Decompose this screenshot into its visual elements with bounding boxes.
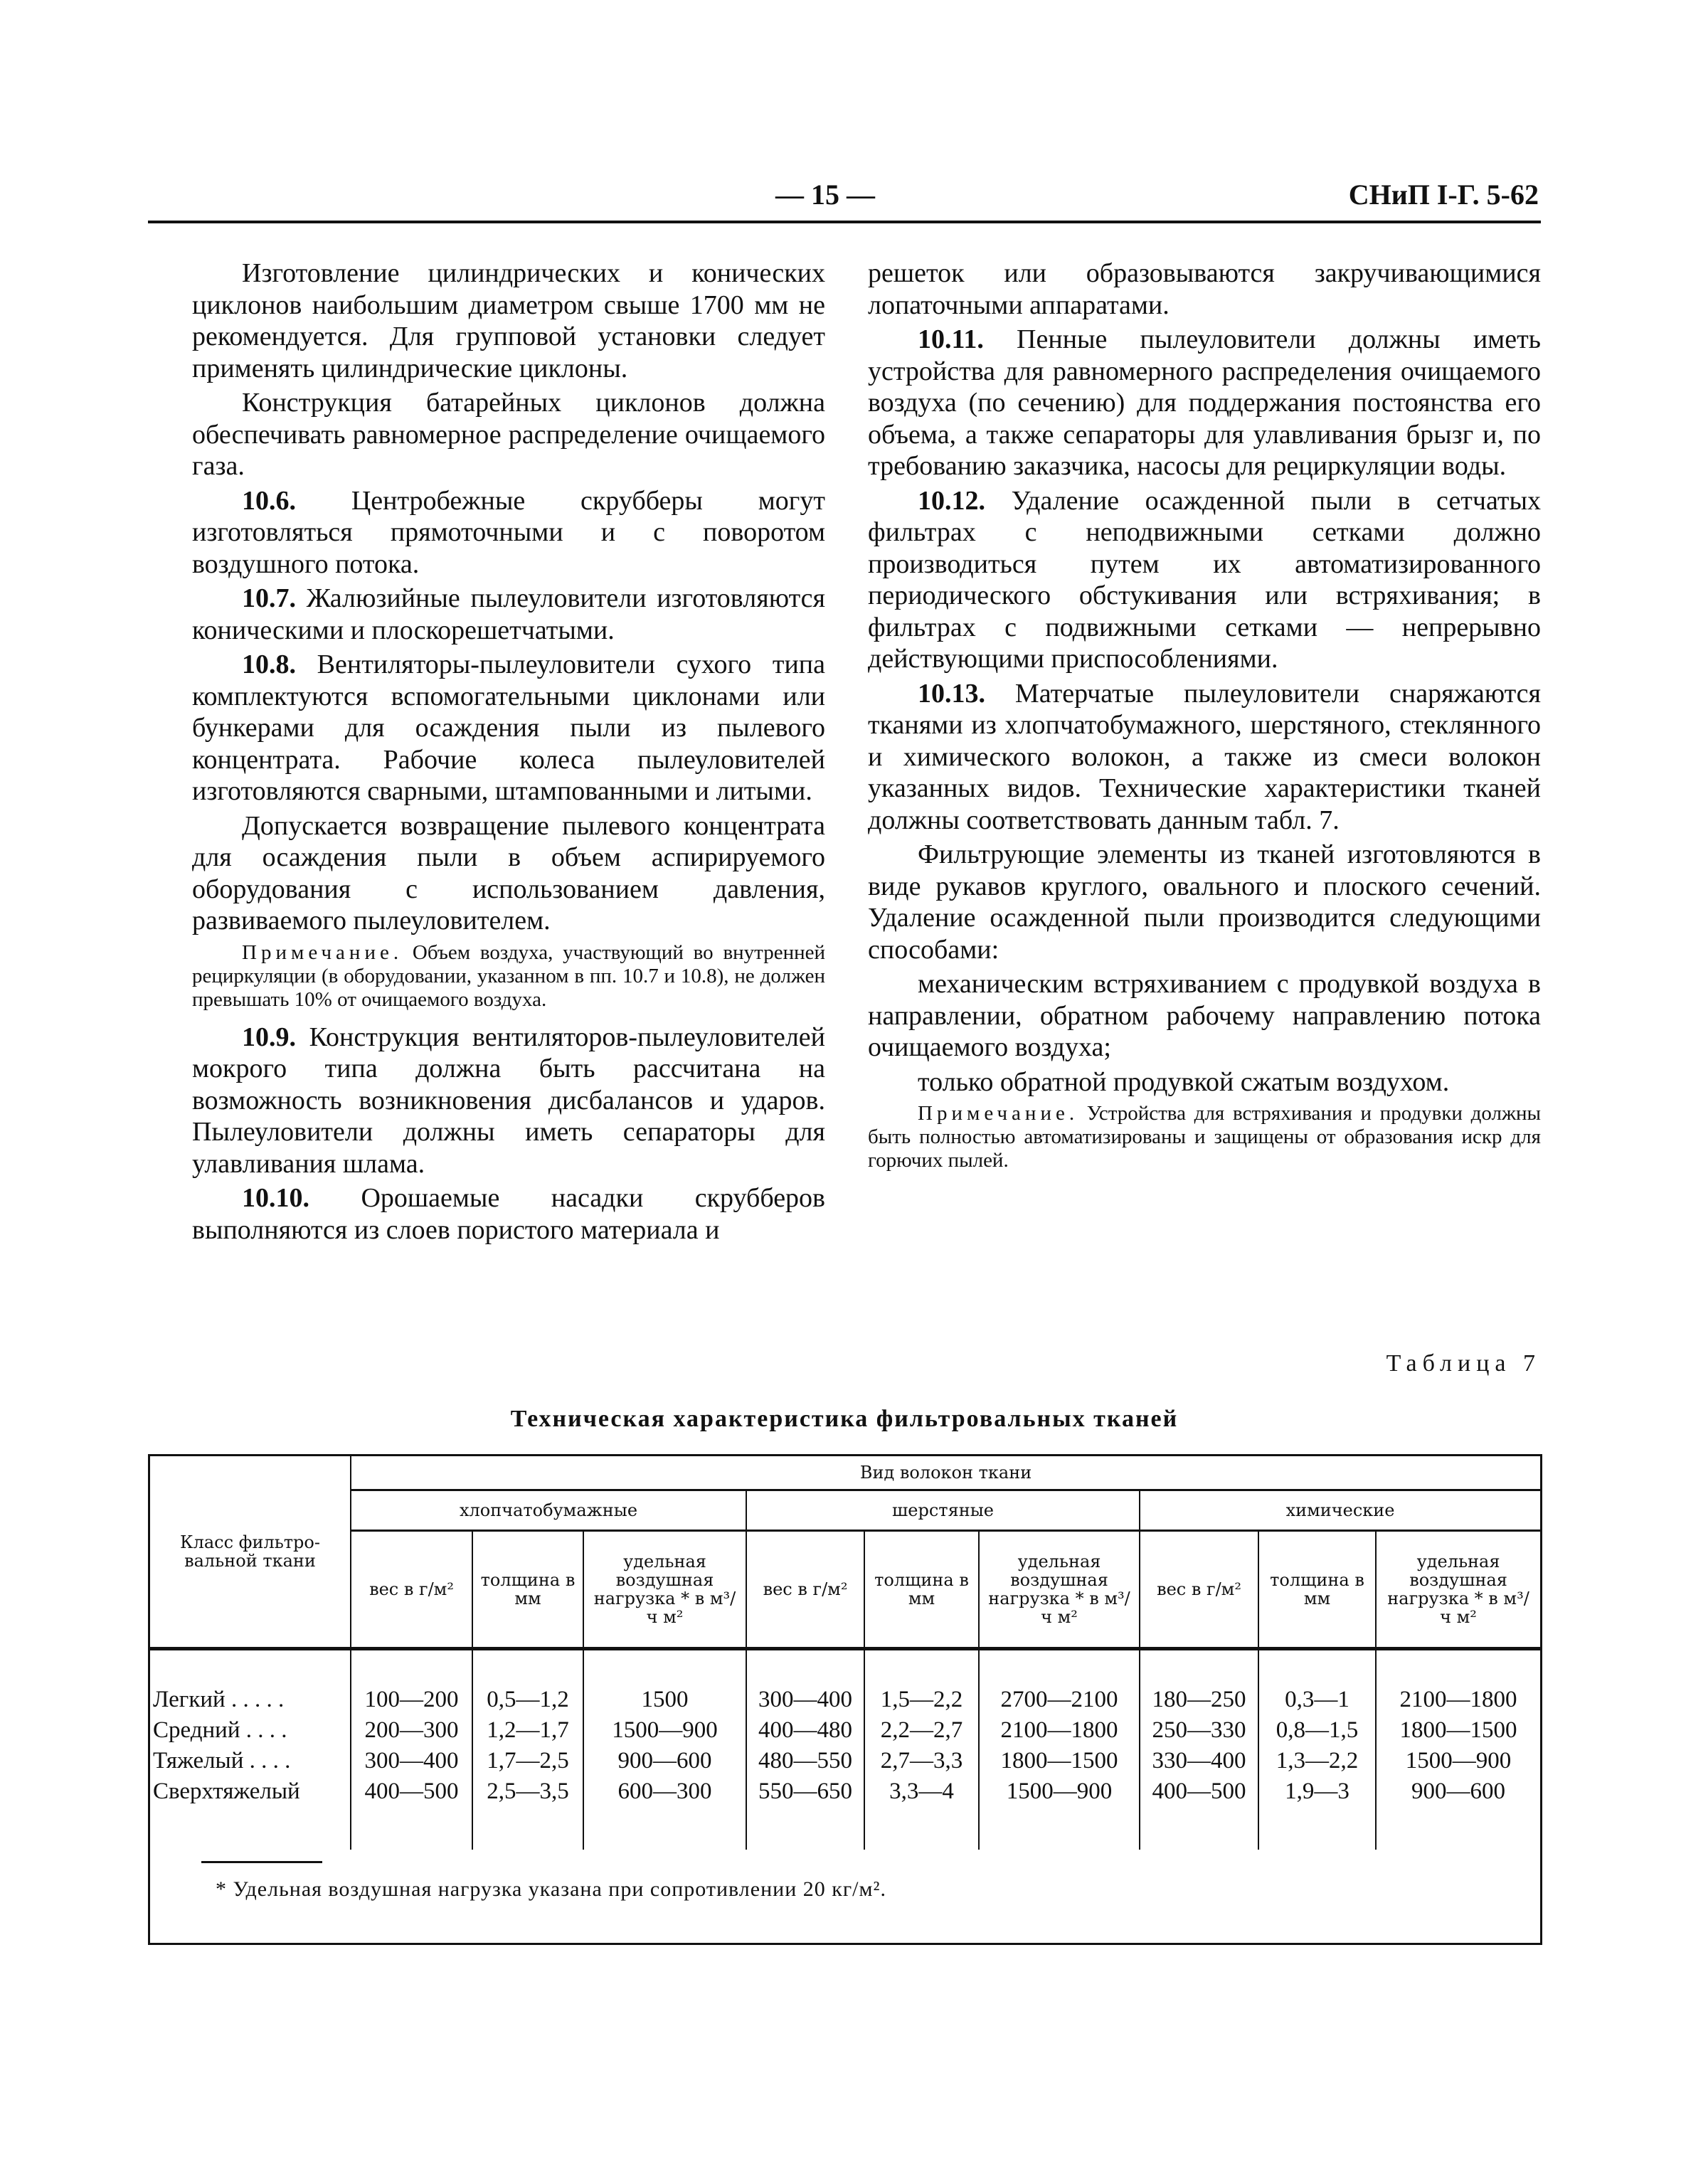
clause-number: 10.10. xyxy=(242,1183,309,1213)
row-label: Сверхтяжелый xyxy=(153,1779,300,1804)
table-cell: 1800—1500 xyxy=(979,1746,1140,1776)
fiber-type-header: Вид волокон ткани xyxy=(351,1456,1540,1490)
note-text: Объем воздуха, участвующий во внутренней рециркуляции (в оборудовании, указанном в пп. 10.7 и 10.8), не должен превышать 10% от очищаемого воздуха. xyxy=(192,940,826,1011)
spacer xyxy=(150,1807,351,1850)
note-label: Примечание. xyxy=(918,1102,1079,1125)
spacer xyxy=(864,1649,979,1685)
paragraph-text: решеток или образовываются закручивающимися лопаточными аппаратами. xyxy=(868,258,1541,320)
left-column xyxy=(192,258,825,1346)
table-cell: 1500 xyxy=(583,1685,746,1715)
note-text: Устройства для встряхивания и продувки должны быть полностью автоматизированы и защищены от образования искр для горючих пылей. xyxy=(868,1102,1542,1172)
paragraph-text: Изготовление цилиндрических и конических циклонов наибольшим диаметром свыше 1700 мм не рекомендуется. Для групповой установки следует применять цилиндрические циклоны. xyxy=(192,258,825,383)
table-title: Техническая характеристика фильтровальных тканей xyxy=(510,1406,1179,1432)
spacer xyxy=(746,1807,864,1850)
paragraph xyxy=(192,583,825,646)
table-cell: 900—600 xyxy=(1376,1776,1540,1807)
column-header: удельная воздушная нагрузка * в м³/ч м² xyxy=(583,1531,746,1649)
paragraph xyxy=(868,968,1541,1064)
column-header: толщина в мм xyxy=(1258,1531,1376,1649)
table-label: Таблица 7 xyxy=(1386,1350,1541,1377)
spacer xyxy=(1258,1649,1376,1685)
row-label: Легкий . . . . . xyxy=(153,1687,285,1712)
spacer xyxy=(1258,1807,1376,1850)
document-code: СНиП I-Г. 5-62 xyxy=(1348,179,1539,211)
paragraph-text: Конструкция батарейных циклонов должна обеспечивать равномерное распределение очищаемого газа. xyxy=(192,388,825,481)
row-label: Тяжелый . . . . xyxy=(153,1748,291,1774)
paragraph-text: Матерчатые пылеуловители снаряжаются тканями из хлопчатобумажного, шерстяного, стеклянного и химического волокон, а также из смеси волокон указанных видов. Технические характеристики тканей должны соответствовать данным табл. 7. xyxy=(868,678,1542,835)
paragraph xyxy=(192,1182,825,1246)
row-label: Средний . . . . xyxy=(153,1717,287,1743)
table-cell: 550—650 xyxy=(746,1776,864,1807)
text-columns xyxy=(148,258,1541,1346)
page-body xyxy=(148,258,1541,1945)
paragraph xyxy=(192,1022,825,1180)
group-header: хлопчатобумажные xyxy=(351,1490,746,1531)
group-header: шерстяные xyxy=(746,1490,1140,1531)
table-cell: 0,8—1,5 xyxy=(1258,1715,1376,1746)
page-number: — 15 — xyxy=(775,179,875,211)
table-cell: 400—500 xyxy=(351,1776,472,1807)
table-cell: 400—500 xyxy=(1140,1776,1258,1807)
table-cell: 2700—2100 xyxy=(979,1685,1140,1715)
table-row xyxy=(150,1746,1540,1776)
paragraph xyxy=(868,485,1541,675)
column-header: вес в г/м² xyxy=(351,1531,472,1649)
clause-number: 10.12. xyxy=(918,485,985,516)
column-header: удельная воздушная нагрузка * в м³/ч м² xyxy=(979,1531,1140,1649)
clause-number: 10.8. xyxy=(242,650,296,679)
footnote-rule xyxy=(201,1861,322,1863)
table-cell: 1,9—3 xyxy=(1258,1776,1376,1807)
right-column xyxy=(868,258,1541,1346)
table-cell: 2,7—3,3 xyxy=(864,1746,979,1776)
table-cell: 1,5—2,2 xyxy=(864,1685,979,1715)
fabric-table xyxy=(150,1456,1540,1850)
spacer xyxy=(979,1807,1140,1850)
paragraph-text: механическим встряхиванием с продувкой воздуха в направлении, обратном рабочему направлению потока очищаемого воздуха; xyxy=(868,969,1541,1062)
paragraph xyxy=(192,387,825,482)
paragraph xyxy=(868,678,1541,837)
column-header: вес в г/м² xyxy=(746,1531,864,1649)
paragraph xyxy=(868,1066,1541,1098)
note-label: Примечание. xyxy=(242,940,403,964)
table-cell: 1,2—1,7 xyxy=(472,1715,583,1746)
spacer xyxy=(1376,1807,1540,1850)
table-cell: 100—200 xyxy=(351,1685,472,1715)
paragraph xyxy=(192,649,825,807)
spacer xyxy=(1140,1807,1258,1850)
paragraph-text: Жалюзийные пылеуловители изготовляются коническими и плоскорешетчатыми. xyxy=(192,583,825,645)
table-cell: 900—600 xyxy=(583,1746,746,1776)
spacer xyxy=(150,1649,351,1685)
table-row xyxy=(150,1685,1540,1715)
spacer xyxy=(979,1649,1140,1685)
clause-number: 10.13. xyxy=(918,678,985,709)
clause-number: 10.9. xyxy=(242,1022,296,1052)
column-header: толщина в мм xyxy=(864,1531,979,1649)
spacer xyxy=(351,1649,472,1685)
table-cell: 330—400 xyxy=(1140,1746,1258,1776)
table-cell: 2100—1800 xyxy=(1376,1685,1540,1715)
table-cell: 200—300 xyxy=(351,1715,472,1746)
clause-number: 10.11. xyxy=(918,324,984,354)
table-row xyxy=(150,1715,1540,1746)
paragraph xyxy=(192,810,825,937)
table-cell: 400—480 xyxy=(746,1715,864,1746)
paragraph-text: Конструкция вентиляторов-пылеуловителей мокрого типа должна быть рассчитана на возможность возникновения дисбалансов и ударов. Пылеуловители должны иметь сепараторы для улавливания шлама. xyxy=(192,1022,825,1179)
spacer xyxy=(746,1649,864,1685)
note xyxy=(192,941,825,1012)
paragraph-text: Центробежные скрубберы могут изготовляться прямоточными и с поворотом воздушного потока. xyxy=(192,485,825,579)
table-cell: 600—300 xyxy=(583,1776,746,1807)
column-header: удельная воздушная нагрузка * в м³/ч м² xyxy=(1376,1531,1540,1649)
table-cell: 1500—900 xyxy=(1376,1746,1540,1776)
spacer xyxy=(1140,1649,1258,1685)
table-cell: 250—330 xyxy=(1140,1715,1258,1746)
group-header: химические xyxy=(1140,1490,1540,1531)
spacer xyxy=(583,1807,746,1850)
paragraph-text: Допускается возвращение пылевого концентрата для осаждения пыли в объем аспирируемого оборудования с использованием давления, развиваемого пылеуловителем. xyxy=(192,810,825,935)
paragraph-text: Орошаемые насадки скрубберов выполняются из слоев пористого материала и xyxy=(192,1183,826,1245)
clause-number: 10.7. xyxy=(242,583,296,613)
header-rule xyxy=(148,221,1541,223)
spacer xyxy=(583,1649,746,1685)
table-frame xyxy=(148,1454,1542,1945)
clause-number: 10.6. xyxy=(242,485,296,516)
table-cell: 480—550 xyxy=(746,1746,864,1776)
table-cell: 1500—900 xyxy=(583,1715,746,1746)
paragraph xyxy=(868,324,1541,482)
class-header: Класс фильтро-вальной ткани xyxy=(150,1456,351,1649)
column-header: толщина в мм xyxy=(472,1531,583,1649)
paragraph xyxy=(868,839,1541,965)
spacer xyxy=(864,1807,979,1850)
table-cell: 2,5—3,5 xyxy=(472,1776,583,1807)
note xyxy=(868,1102,1541,1172)
table-cell: 3,3—4 xyxy=(864,1776,979,1807)
paragraph-text: только обратной продувкой сжатым воздухом. xyxy=(918,1066,1450,1097)
paragraph-text: Вентиляторы-пылеуловители сухого типа комплектуются вспомогательными циклонами или бункерами для осаждения пыли из пылевого концентрата. Рабочие колеса пылеуловителей изготовляются сварными, штампованными и литыми. xyxy=(192,650,825,806)
table-footnote: * Удельная воздушная нагрузка указана при сопротивлении 20 кг/м². xyxy=(216,1877,886,1901)
table-cell: 0,3—1 xyxy=(1258,1685,1376,1715)
table-cell: 1,7—2,5 xyxy=(472,1746,583,1776)
paragraph-text: Пенные пылеуловители должны иметь устройства для равномерного распределения очищаемого воздуха (по сечению) для поддержания постоянства его объема, а также сепараторы для улавливания брызг и, по требованию заказчика, насосы для рециркуляции воды. xyxy=(868,324,1542,481)
paragraph-text: Удаление осажденной пыли в сетчатых фильтрах с неподвижными сетками должно производиться путем их автоматизированного периодического обстукивания или встряхивания; в фильтрах с подвижными сетками — непрерывно действующими приспособлениями. xyxy=(868,485,1541,674)
table-cell: 2100—1800 xyxy=(979,1715,1140,1746)
table-row xyxy=(150,1776,1540,1807)
paragraph xyxy=(192,485,825,581)
spacer xyxy=(472,1649,583,1685)
table-cell: 300—400 xyxy=(746,1685,864,1715)
spacer xyxy=(351,1807,472,1850)
table-cell: 1,3—2,2 xyxy=(1258,1746,1376,1776)
spacer xyxy=(472,1807,583,1850)
paragraph-text: Фильтрующие элементы из тканей изготовляются в виде рукавов круглого, овального и плоского сечений. Удаление осажденной пыли производится следующими способами: xyxy=(868,839,1541,965)
spacer xyxy=(1376,1649,1540,1685)
table-cell: 300—400 xyxy=(351,1746,472,1776)
paragraph xyxy=(192,258,825,384)
table-cell: 2,2—2,7 xyxy=(864,1715,979,1746)
table-cell: 1800—1500 xyxy=(1376,1715,1540,1746)
table-cell: 180—250 xyxy=(1140,1685,1258,1715)
table-cell: 0,5—1,2 xyxy=(472,1685,583,1715)
column-header: вес в г/м² xyxy=(1140,1531,1258,1649)
paragraph xyxy=(868,258,1541,321)
table-cell: 1500—900 xyxy=(979,1776,1140,1807)
